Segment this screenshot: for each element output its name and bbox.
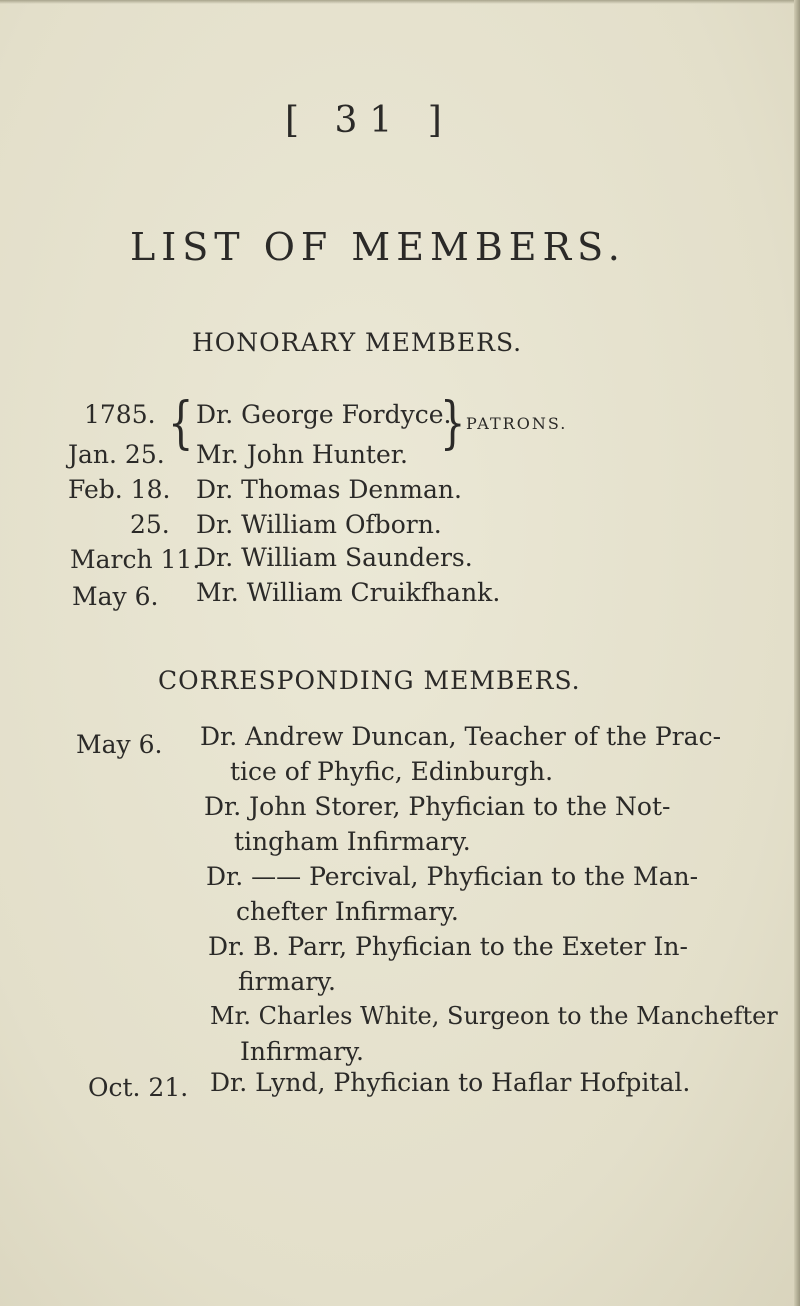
corresponding-line1-3: Dr. B. Parr, Phyfician to the Exeter In- <box>208 932 688 961</box>
page-top-edge <box>0 0 800 4</box>
honorary-date-0: 1785. <box>84 400 156 429</box>
honorary-name-3: Dr. William Ofborn. <box>196 510 442 539</box>
corresponding-line2-1: tingham Infirmary. <box>234 827 471 856</box>
corresponding-line2-3: firmary. <box>238 967 336 996</box>
honorary-name-2: Dr. Thomas Denman. <box>196 475 462 504</box>
honorary-heading: HONORARY MEMBERS. <box>192 328 523 357</box>
honorary-name-0: Dr. George Fordyce. <box>196 400 452 429</box>
left-brace: { <box>168 391 194 457</box>
page-number: [ 31 ] <box>285 100 454 141</box>
honorary-date-3: 25. <box>130 510 170 539</box>
corresponding-line2-4: Infirmary. <box>240 1037 364 1066</box>
corresponding-date-5: Oct. 21. <box>88 1073 189 1102</box>
corresponding-line1-0: Dr. Andrew Duncan, Teacher of the Prac- <box>200 722 722 751</box>
honorary-name-1: Mr. John Hunter. <box>196 440 408 469</box>
honorary-name-4: Dr. William Saunders. <box>196 543 473 572</box>
corresponding-line2-2: chefter Infirmary. <box>236 897 459 926</box>
honorary-date-2: Feb. 18. <box>68 475 171 504</box>
corresponding-date-0: May 6. <box>76 730 163 759</box>
corresponding-line2-0: tice of Phyfic, Edinburgh. <box>230 757 554 786</box>
corresponding-heading: CORRESPONDING MEMBERS. <box>158 666 581 695</box>
honorary-date-5: May 6. <box>72 582 159 611</box>
honorary-date-1: Jan. 25. <box>68 440 165 469</box>
page-right-edge <box>794 0 800 1306</box>
right-brace: } <box>440 391 466 457</box>
corresponding-line1-4: Mr. Charles White, Surgeon to the Manchefter <box>210 1002 778 1030</box>
patrons-label: PATRONS. <box>466 414 568 433</box>
honorary-name-5: Mr. William Cruikfhank. <box>196 578 501 607</box>
honorary-date-4: March 11. <box>70 545 201 574</box>
corresponding-line1-2: Dr. —— Percival, Phyfician to the Man- <box>206 862 699 891</box>
corresponding-line1-1: Dr. John Storer, Phyfician to the Not- <box>204 792 671 821</box>
page-title: LIST OF MEMBERS. <box>130 225 626 269</box>
corresponding-line1-5: Dr. Lynd, Phyfician to Haflar Hofpital. <box>210 1068 691 1097</box>
